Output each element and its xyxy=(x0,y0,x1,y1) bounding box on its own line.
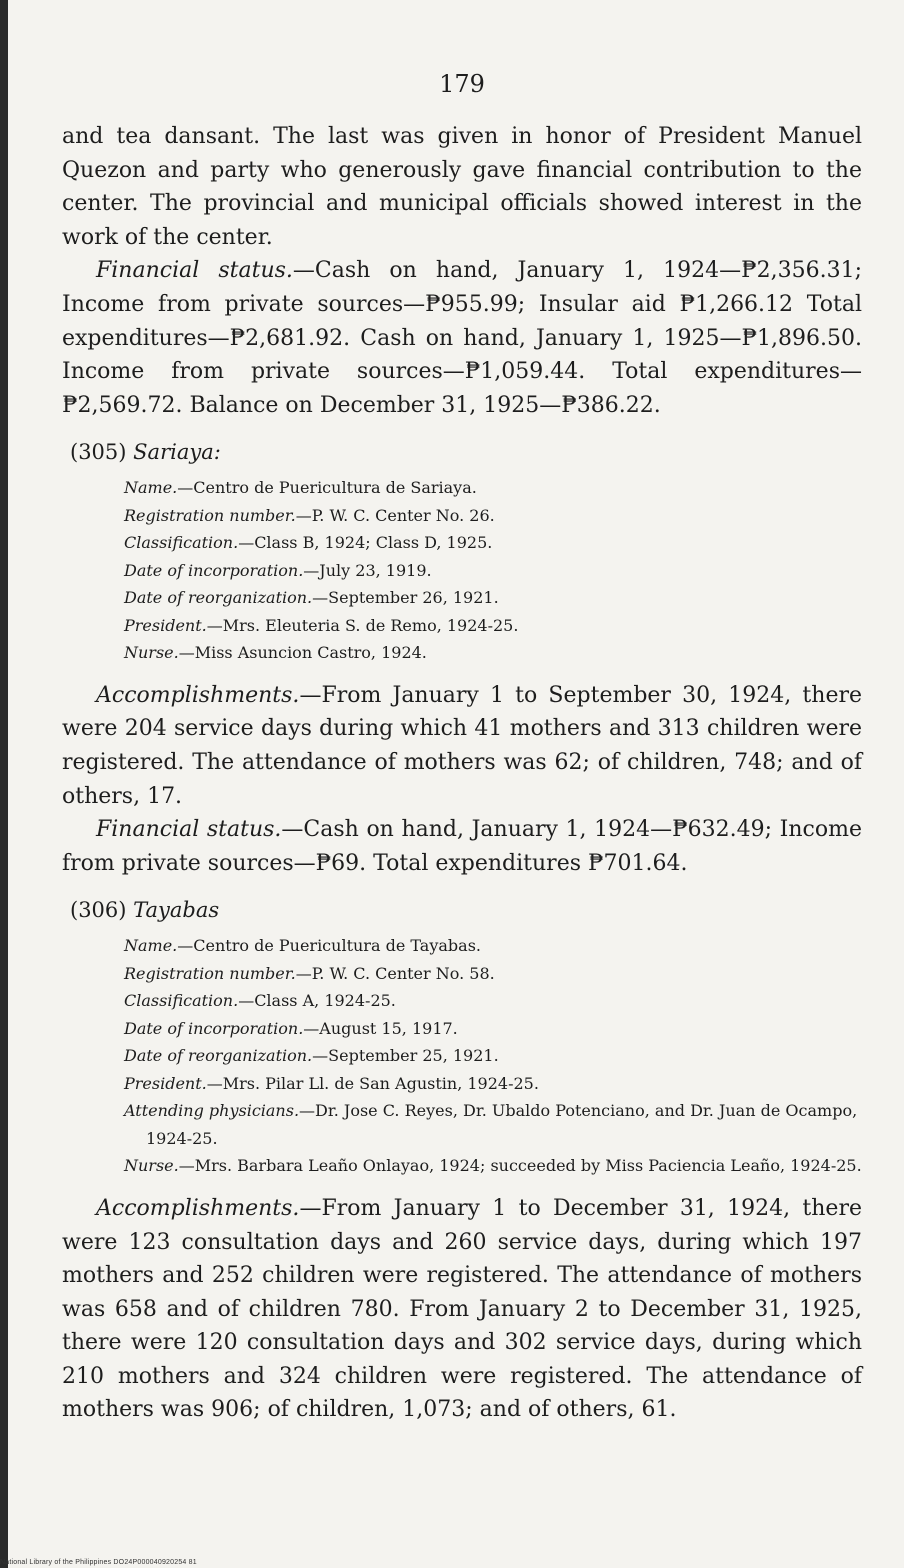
section-305-number: (305) xyxy=(70,440,127,465)
entry-classification: Classification.—Class A, 1924-25. xyxy=(124,991,396,1011)
entry-attending-physicians: Attending physicians.—Dr. Jose C. Reyes, Dr. Ubaldo Potenciano, and Dr. Juan de Ocampo, 1924-25. xyxy=(124,1101,858,1148)
intro-paragraph: and tea dansant. The last was given in honor of President Manuel Quezon and party who generously gave financial contribution to the center. The provincial and municipal officials showed interest in the work of the center. xyxy=(62,124,862,250)
entry-nurse: Nurse.—Mrs. Barbara Leaño Onlayao, 1924; succeeded by Miss Paciencia Leaño, 1924-25. xyxy=(124,1156,862,1176)
entry-president: President.—Mrs. Pilar Ll. de San Agustin, 1924-25. xyxy=(124,1073,539,1093)
scan-edge xyxy=(0,0,8,1568)
entry-registration-number: Registration number.—P. W. C. Center No. 58. xyxy=(124,963,495,983)
section-306-entries xyxy=(124,932,862,1180)
section-305-accomplishments: Accomplishments.—From January 1 to September 30, 1924, there were 204 service days during which 41 mothers and 313 children were registered. The attendance of mothers was 62; of children, 748; and of others, 17. xyxy=(62,682,862,809)
entry-registration-number: Registration number.—P. W. C. Center No. 26. xyxy=(124,505,495,525)
section-306-number: (306) xyxy=(70,898,127,923)
entry-president: President.—Mrs. Eleuteria S. de Remo, 1924-25. xyxy=(124,615,519,635)
entry-name: Name.—Centro de Puericultura de Sariaya. xyxy=(124,478,477,498)
section-306-accomplishments: Accomplishments.—From January 1 to December 31, 1924, there were 123 consultation days and 260 service days, during which 197 mothers and 252 children were registered. The attendance of mothers was 658 and of children 780. From January 2 to December 31, 1925, there were 120 consultation days and 302 service days, during which 210 mothers and 324 children were registered. The attendance of mothers was 906; of children, 1,073; and of others, 61. xyxy=(62,1195,862,1423)
scan-footer: National Library of the Philippines DO24P000040920254 81 xyxy=(0,1559,197,1566)
financial-status-paragraph xyxy=(62,254,862,422)
entry-date-of-incorporation: Date of incorporation.—July 23, 1919. xyxy=(124,560,432,580)
section-305-heading xyxy=(70,440,862,464)
entry-nurse: Nurse.—Miss Asuncion Castro, 1924. xyxy=(124,643,427,663)
section-305-entries xyxy=(124,474,862,667)
entry-date-of-reorganization: Date of reorganization.—September 26, 1921. xyxy=(124,588,499,608)
financial-status-label: Financial status. xyxy=(96,258,293,284)
section-306-heading xyxy=(70,898,862,922)
entry-date-of-reorganization: Date of reorganization.—September 25, 1921. xyxy=(124,1046,499,1066)
entry-date-of-incorporation: Date of incorporation.—August 15, 1917. xyxy=(124,1018,458,1038)
section-306-title: Tayabas xyxy=(133,898,220,923)
financial-status-text: —Cash on hand, January 1, 1924—₱2,356.31; Income from private sources—₱955.99; Insular aid ₱1,266.12 Total expenditures—₱2,681.92. Cash on hand, January 1, 1925—₱1,896.50. Income from private sources—₱1,059.44. Total expenditures—₱2,569.72. Balance on December 31, 1925—₱386.22. xyxy=(62,258,862,418)
entry-classification: Classification.—Class B, 1924; Class D, 1925. xyxy=(124,533,493,553)
section-305-financial-status: Financial status.—Cash on hand, January 1, 1924—₱632.49; Income from private sources—₱69. Total expenditures ₱701.64. xyxy=(62,817,862,876)
document-page xyxy=(62,70,862,1427)
entry-name: Name.—Centro de Puericultura de Tayabas. xyxy=(124,936,481,956)
section-305-title: Sariaya: xyxy=(133,440,221,465)
page-number: 179 xyxy=(439,70,485,98)
